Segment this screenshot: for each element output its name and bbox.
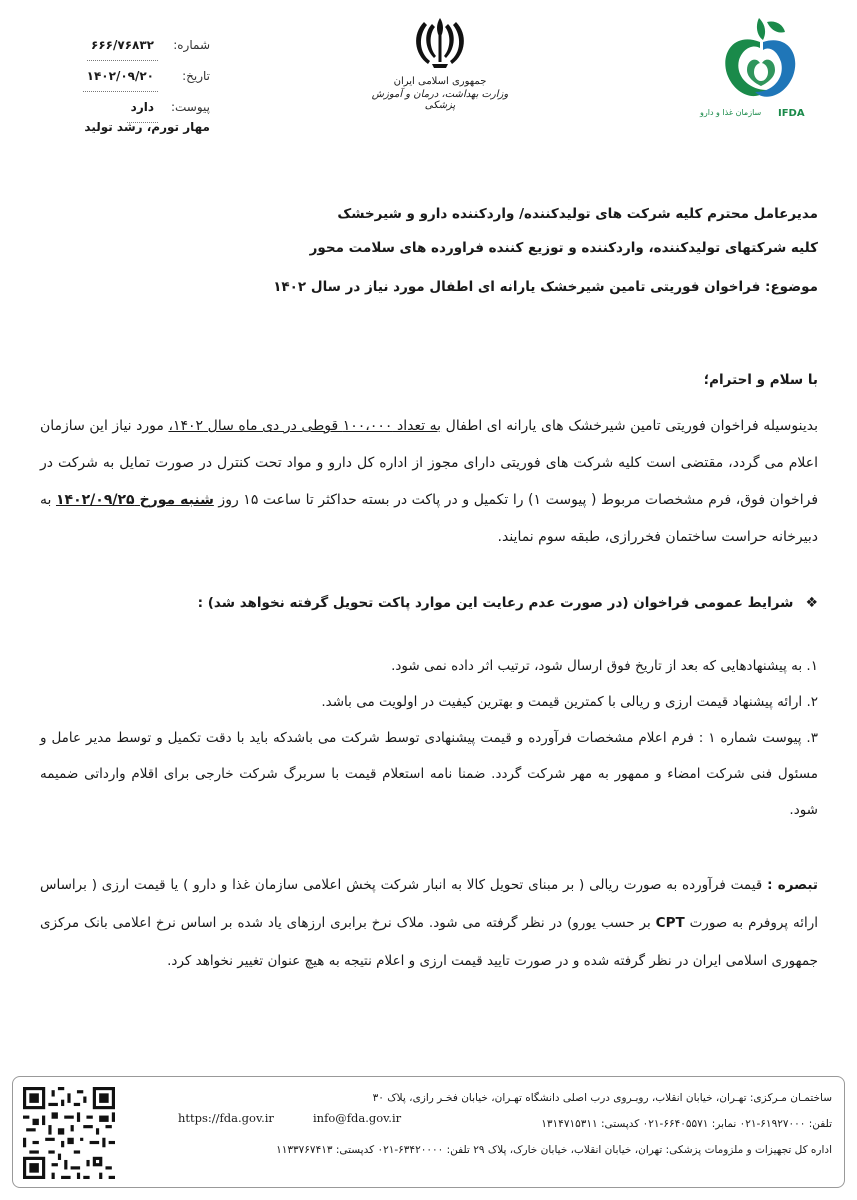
- date-row: [60, 61, 210, 92]
- paragraph-1: [40, 408, 818, 556]
- note-label: تبصره :: [767, 877, 818, 893]
- note-text-b: بر حسب یورو) در نظر گرفته می شود. ملاک نرخ برابری ارزهای یاد شده بر اساس نرخ اعلامی بانک مرکزی جمهوری اسلامی ایران در نظر گرفته شده و در صورت تایید قیمت ارزی و اعلام نتیجه به هیچ عنوان تغییر نخواهد کرد.: [40, 915, 818, 969]
- note-text-a: قیمت فرآورده به صورت ریالی ( بر مبنای تحویل کالا به انبار شرکت پخش اعلامی سازمان غذا و دارو ) یا قیمت ارزی ( براساس ارائه پروفرم به صورت: [40, 877, 818, 931]
- attachment-label: پیوست:: [170, 100, 210, 114]
- conditions-heading: [40, 588, 818, 618]
- p1-part-c: مورد نیاز این سازمان اعلام می گردد، مقتضی است کلیه شرکت های فوریتی دارای مجوز از اداره کل دارو و مواد تحت کنترل در صورت تمایل به شرکت در فراخوان فوق، فرم مشخصات مربوط ( پیوست ۱) را تکمیل و در پاکت در بسته حداکثر تا ساعت ۱۵ روز: [40, 418, 819, 508]
- footer-phones: تلفن: ۶۱۹۲۷۰۰۰-۰۲۱ نمابر: ۶۶۴۰۵۵۷۱-۰۲۱ کدپستی: ۱۳۱۴۷۱۵۳۱۱: [541, 1118, 832, 1130]
- condition-item-1: ۱. به پیشنهادهایی که بعد از تاریخ فوق ارسال شود، ترتیب اثر داده نمی شود.: [391, 658, 818, 674]
- condition-item-3: ۳. پیوست شماره ۱ : فرم اعلام مشخصات فرآورده و قیمت پیشنهادی توسط شرکت می باشدکه باید با دقت تکمیل و توسط مدیر عامل و مسئول فنی شرکت امضاء و ممهور به مهر شرکت گردد. ضمنا نامه استعلام قیمت با سربرگ شرکت خارجی برای اقلام وارداتی ضمیمه شود.: [40, 730, 818, 818]
- p1-part-a: بدینوسیله فراخوان فوریتی تامین شیرخشک های یارانه ای اطفال: [441, 418, 818, 434]
- date-label: تاریخ:: [182, 69, 210, 83]
- stamp-note: مهار تورم، رشد تولید: [84, 120, 210, 134]
- addressee-line-1: مدیرعامل محترم کلیه شرکت های تولیدکننده/ واردکننده دارو و شیرخشک: [337, 206, 818, 222]
- diamond-bullet-icon: ❖: [805, 595, 818, 611]
- footer-branch-address: اداره کل تجهیزات و ملزومات پزشکی: تهران، خیابان انقلاب، خیابان خارک، پلاک ۲۹ تلفن: ۶۳۴۲۰۰۰۰-۰۲۱ کدپستی: ۱۱۳۳۷۶۷۴۱۳: [276, 1144, 832, 1156]
- attachment-value: دارد: [127, 92, 158, 123]
- conditions-list: [40, 648, 818, 828]
- emblem-icon: [410, 14, 470, 72]
- p1-quantity-underlined: به تعداد ۱۰۰،۰۰۰ قوطی در دی ماه سال ۱۴۰۲،: [168, 418, 442, 434]
- date-value: ۱۴۰۲/۰۹/۲۰: [83, 61, 158, 92]
- ifda-logo: [700, 12, 820, 127]
- number-value: ۶۶۶/۷۶۸۳۲: [87, 30, 158, 61]
- emblem-country: جمهوری اسلامی ایران: [393, 76, 487, 87]
- letter-footer: [12, 1076, 845, 1188]
- iran-emblem: [360, 14, 520, 124]
- ifda-logo-en: IFDA: [778, 108, 805, 119]
- number-row: [60, 30, 210, 61]
- qr-code-icon: [23, 1087, 115, 1179]
- email-link[interactable]: info@fda.gov.ir: [313, 1111, 402, 1125]
- website-link[interactable]: https://fda.gov.ir: [178, 1111, 274, 1125]
- greeting: با سلام و احترام؛: [703, 372, 818, 388]
- conditions-title: شرایط عمومی فراخوان (در صورت عدم رعایت این موارد پاکت تحویل گرفته نخواهد شد) :: [197, 595, 794, 611]
- letter-meta: [60, 30, 210, 123]
- attachment-row: [60, 92, 210, 123]
- emblem-ministry: وزارت بهداشت، درمان و آموزش پزشکی: [371, 89, 509, 111]
- condition-item-2: ۲. ارائه پیشنهاد قیمت ارزی و ریالی با کمترین قیمت و بهترین کیفیت در اولویت می باشد.: [321, 694, 818, 710]
- addressee: [40, 197, 818, 265]
- ifda-logo-icon: [705, 12, 815, 107]
- p1-deadline: شنبه مورخ ۱۴۰۲/۰۹/۲۵: [55, 492, 214, 508]
- subject-line: موضوع: فراخوان فوریتی تامین شیرخشک یارانه ای اطفال مورد نیاز در سال ۱۴۰۲: [273, 279, 818, 295]
- addressee-line-2: کلیه شرکتهای تولیدکننده، واردکننده و توزیع کننده فراورده های سلامت محور: [309, 240, 818, 256]
- note-cpt: CPT: [655, 915, 685, 931]
- note-paragraph: [40, 866, 818, 980]
- ifda-logo-fa: سازمان غذا و دارو: [700, 108, 762, 117]
- p1-part-e: به دبیرخانه حراست ساختمان فخررازی، طبقه سوم نمایند.: [40, 492, 818, 545]
- footer-address: ساختمـان مـرکزی: تهـران، خیابان انقلاب، روبـروی درب اصلی دانشگاه تهـران، خیابان فخـر رازی، پلاک ۳۰: [372, 1092, 832, 1104]
- number-label: شماره:: [173, 38, 210, 52]
